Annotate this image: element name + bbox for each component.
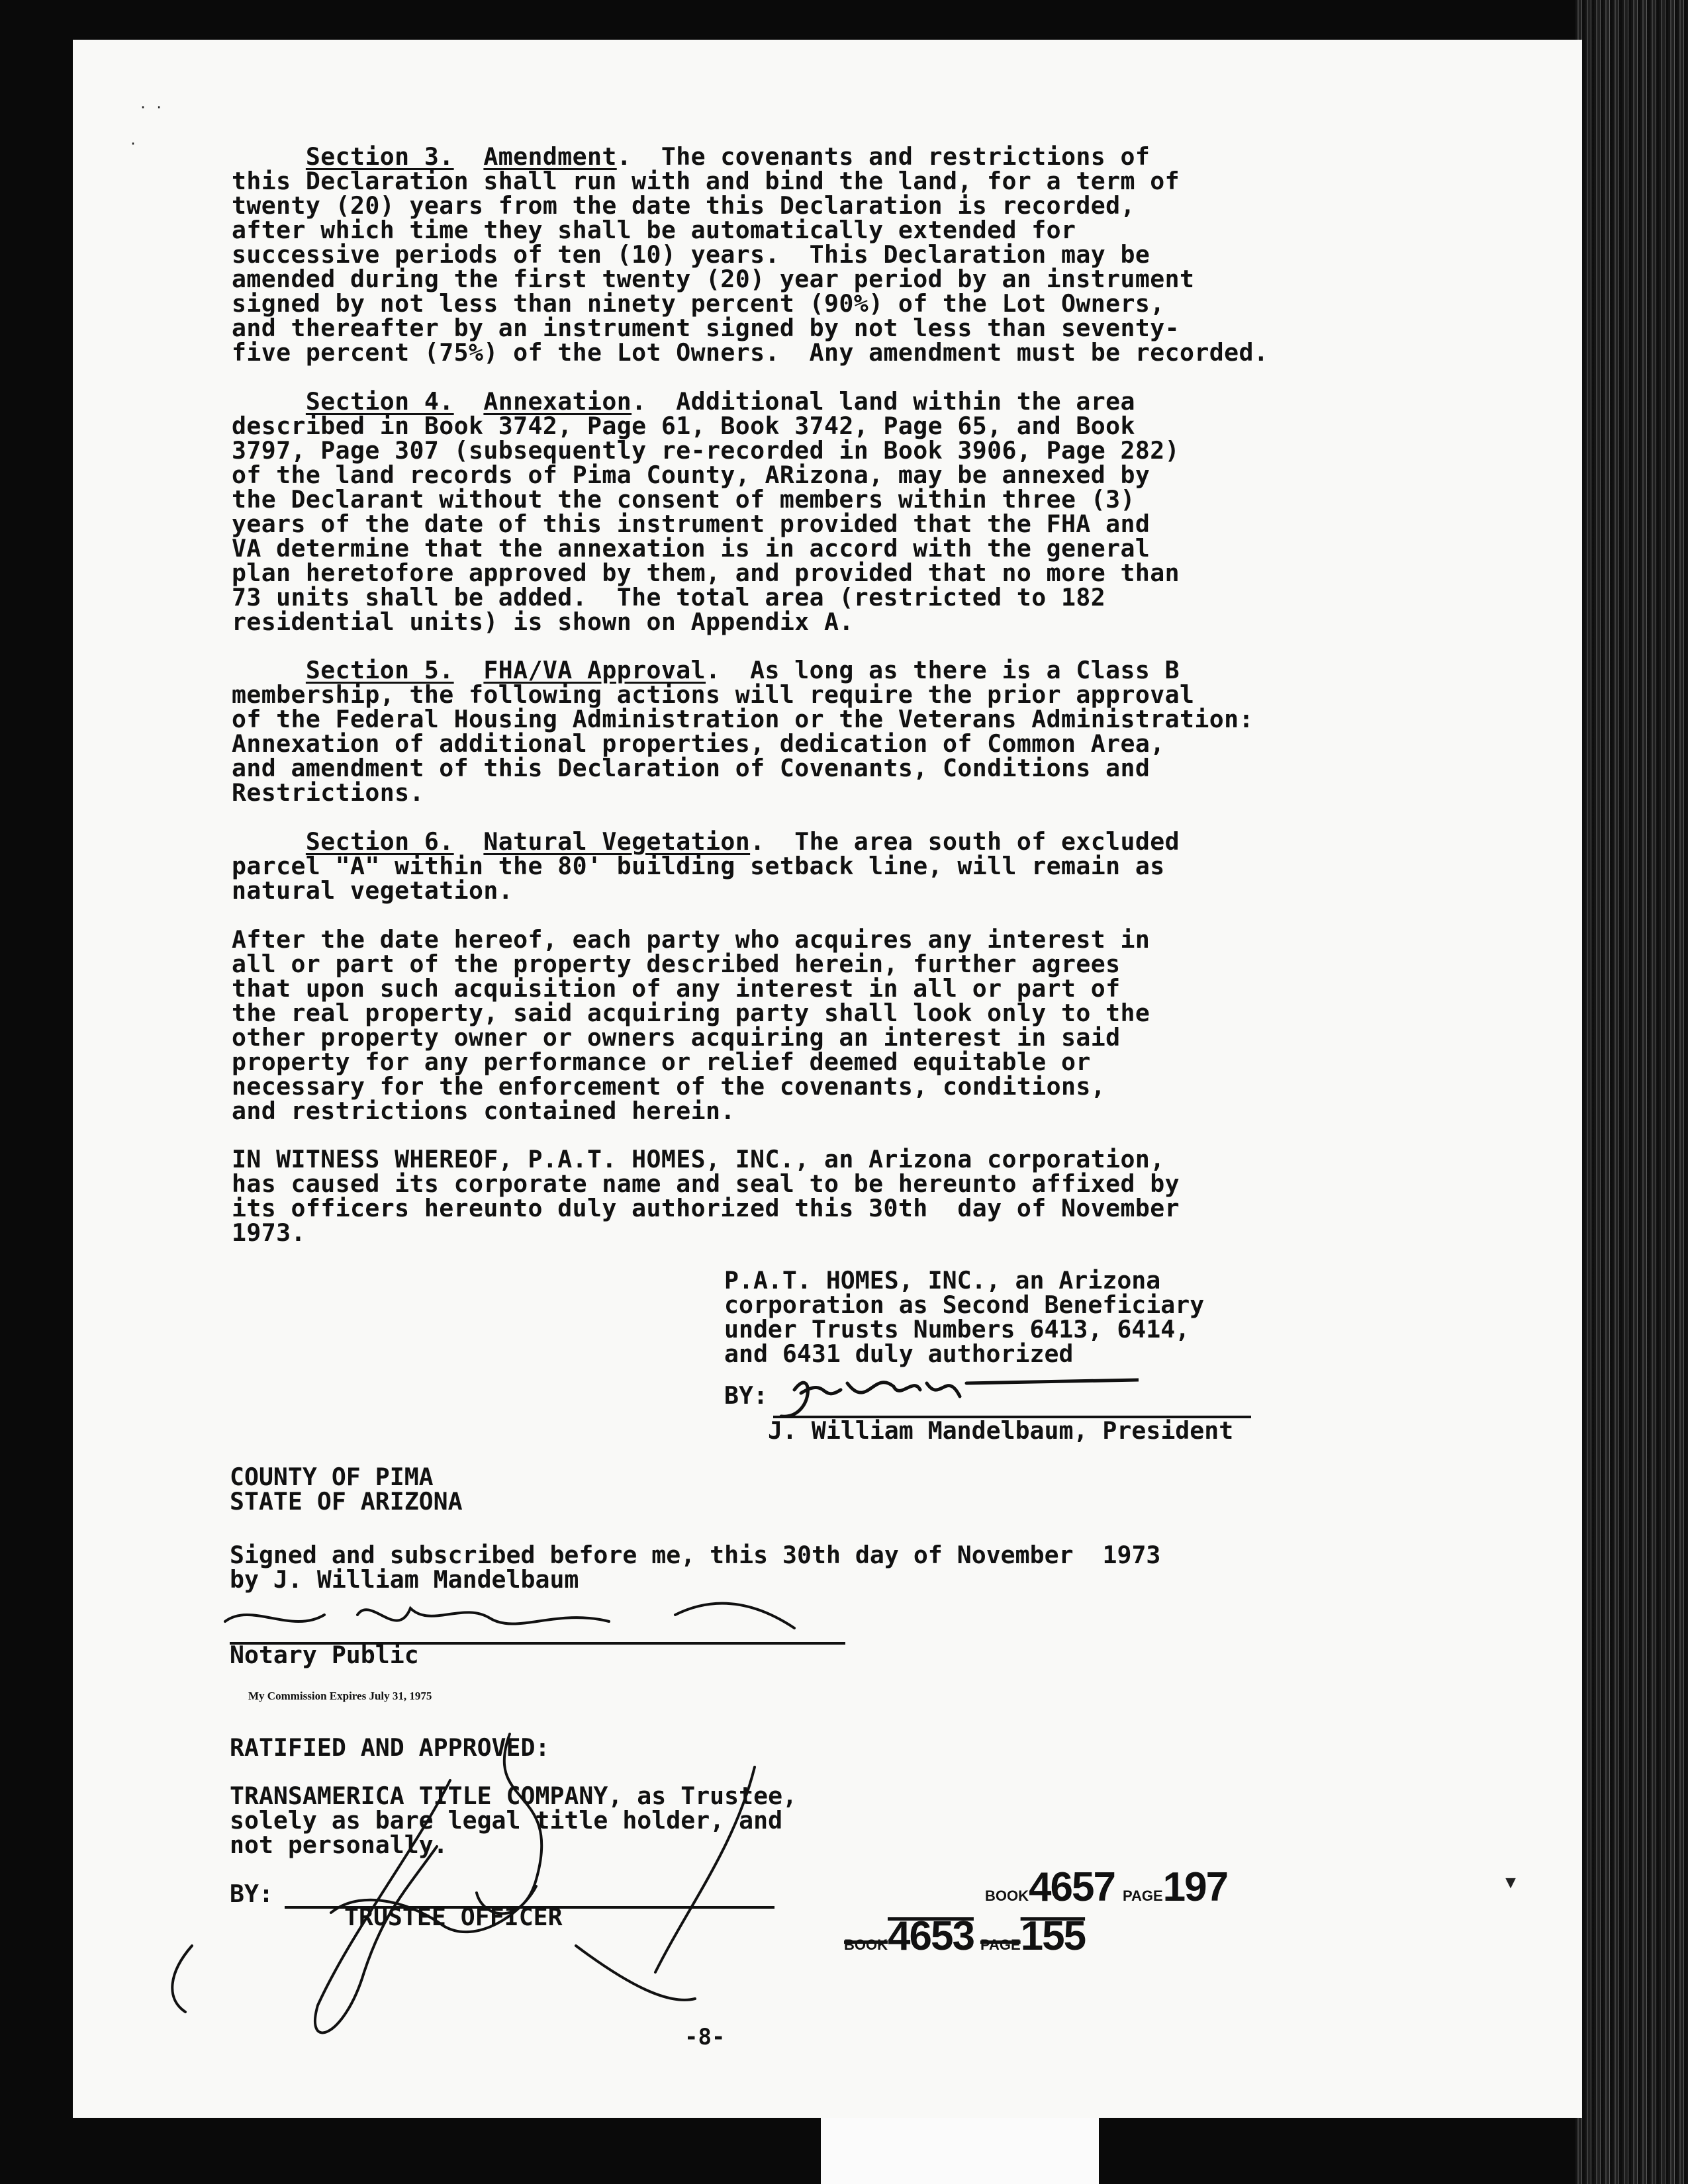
ratified-body: TRANSAMERICA TITLE COMPANY, as Trustee, solely as bare legal title holder, and not personally. (230, 1782, 798, 1859)
book-page-stamp-1 (985, 1864, 1227, 1911)
section-5-lead: . As long as there is a Class B (706, 656, 1180, 684)
stamp-1-book-number: 4657 (1029, 1864, 1115, 1910)
signatory-by-label: BY: (724, 1381, 768, 1410)
notary-signed-line: Signed and subscribed before me, this 30th day of November 1973 (230, 1541, 1161, 1569)
notary-county: COUNTY OF PIMA (230, 1463, 434, 1491)
scan-edge-noise (1575, 0, 1688, 2184)
section-4-title: Annexation (483, 387, 632, 416)
trustee-signature (165, 1694, 827, 2065)
after-date-paragraph: After the date hereof, each party who acquires any interest in all or part of the property described herein, further agrees that upon such acquisition of any interest in all or part of the real property, said acquiring party shall look only to the other property owner or owners acquiring an interest in said property for any performance or relief deemed equitable or necessary for the enforcement of the covenants, conditions, and restrictions contained herein. (232, 925, 1150, 1125)
signatory-block: P.A.T. HOMES, INC., an Arizona corporation as Second Beneficiary under Trusts Numbers 6413, 6414, and 6431 duly authorized (724, 1266, 1205, 1368)
section-4-lead: . Additional land within the area (632, 387, 1135, 416)
section-6-title: Natural Vegetation (483, 827, 751, 856)
stamp-2-page-label: PAGE (980, 1936, 1021, 1953)
stamp-1-page-label: PAGE (1122, 1888, 1163, 1904)
section-6-lead: . The area south of excluded (750, 827, 1180, 856)
section-3-number: Section 3. (305, 142, 454, 171)
section-4 (232, 389, 1180, 634)
trustee-by-label: BY: (230, 1880, 273, 1908)
section-6-number: Section 6. (305, 827, 454, 856)
witness-paragraph: IN WITNESS WHEREOF, P.A.T. HOMES, INC., an Arizona corporation, has caused its corporate name and seal to be hereunto affixed by its officers hereunto duly authorized this 30th day of November 1973. (232, 1145, 1180, 1247)
section-5-title: FHA/VA Approval (483, 656, 706, 684)
ratified-heading: RATIFIED AND APPROVED: (230, 1733, 550, 1762)
stamp-2-page-number: 155 (1020, 1913, 1086, 1959)
stamp-1-page-number: 197 (1162, 1864, 1228, 1910)
scan-speck: ▾ (1503, 1866, 1519, 1897)
section-5 (232, 658, 1254, 805)
notary-commission: My Commission Expires July 31, 1975 (248, 1690, 432, 1702)
section-3-body: this Declaration shall run with and bind the land, for a term of twenty (20) years from the date this Declaration is recorded, after which time they shall be automatically extended for successive periods of ten (10) years. This Declaration may be amended during the first twenty (20) year period by an instrument signed by not less than ninety percent (90%) of the Lot Owners, and thereafter by an instrument signed by not less than seventy- five percent (75%) of the Lot Owners. Any amendment must be recorded. (232, 167, 1269, 367)
section-4-body: described in Book 3742, Page 61, Book 3742, Page 65, and Book 3797, Page 307 (subsequently re-recorded in Book 3906, Page 282) of the land records of Pima County, ARizona, may be annexed by the Declarant without the consent of members within three (3) years of the date of this instrument provided that the FHA and VA determine that the annexation is in accord with the general plan heretofore approved by them, and provided that no more than 73 units shall be added. The total area (restricted to 182 residential units) is shown on Appendix A. (232, 412, 1180, 636)
section-6-body: parcel "A" within the 80' building setback line, will remain as natural vegetation. (232, 852, 1165, 905)
scan-speck: · · (139, 99, 164, 115)
book-page-stamp-2 (844, 1913, 1085, 1960)
section-6 (232, 829, 1180, 903)
notary-title: Notary Public (230, 1641, 419, 1669)
stamp-2-book-number: 4653 (888, 1913, 974, 1959)
notary-state: STATE OF ARIZONA (230, 1487, 463, 1516)
section-3-title: Amendment (483, 142, 617, 171)
section-5-body: membership, the following actions will require the prior approval of the Federal Housing Administration or the Veterans Administration: Annexation of additional properties, dedication of Common Area, and amendment of this Declaration of Covenants, Conditions and Restrictions. (232, 680, 1254, 807)
notary-by-line: by J. William Mandelbaum (230, 1565, 579, 1594)
section-3-lead: . The covenants and restrictions of (616, 142, 1150, 171)
section-3 (232, 144, 1268, 365)
trustee-officer-label: TRUSTEE OFFICER (344, 1903, 563, 1931)
page-number: -8- (684, 2024, 726, 2050)
notary-signature (212, 1588, 847, 1648)
scan-speck: · (129, 136, 138, 152)
section-5-number: Section 5. (305, 656, 454, 684)
signatory-name: J. William Mandelbaum, President (768, 1416, 1234, 1445)
president-signature (768, 1363, 1139, 1423)
stamp-2-book-label: BOOK (844, 1936, 888, 1953)
section-4-number: Section 4. (305, 387, 454, 416)
stamp-1-book-label: BOOK (985, 1888, 1029, 1904)
